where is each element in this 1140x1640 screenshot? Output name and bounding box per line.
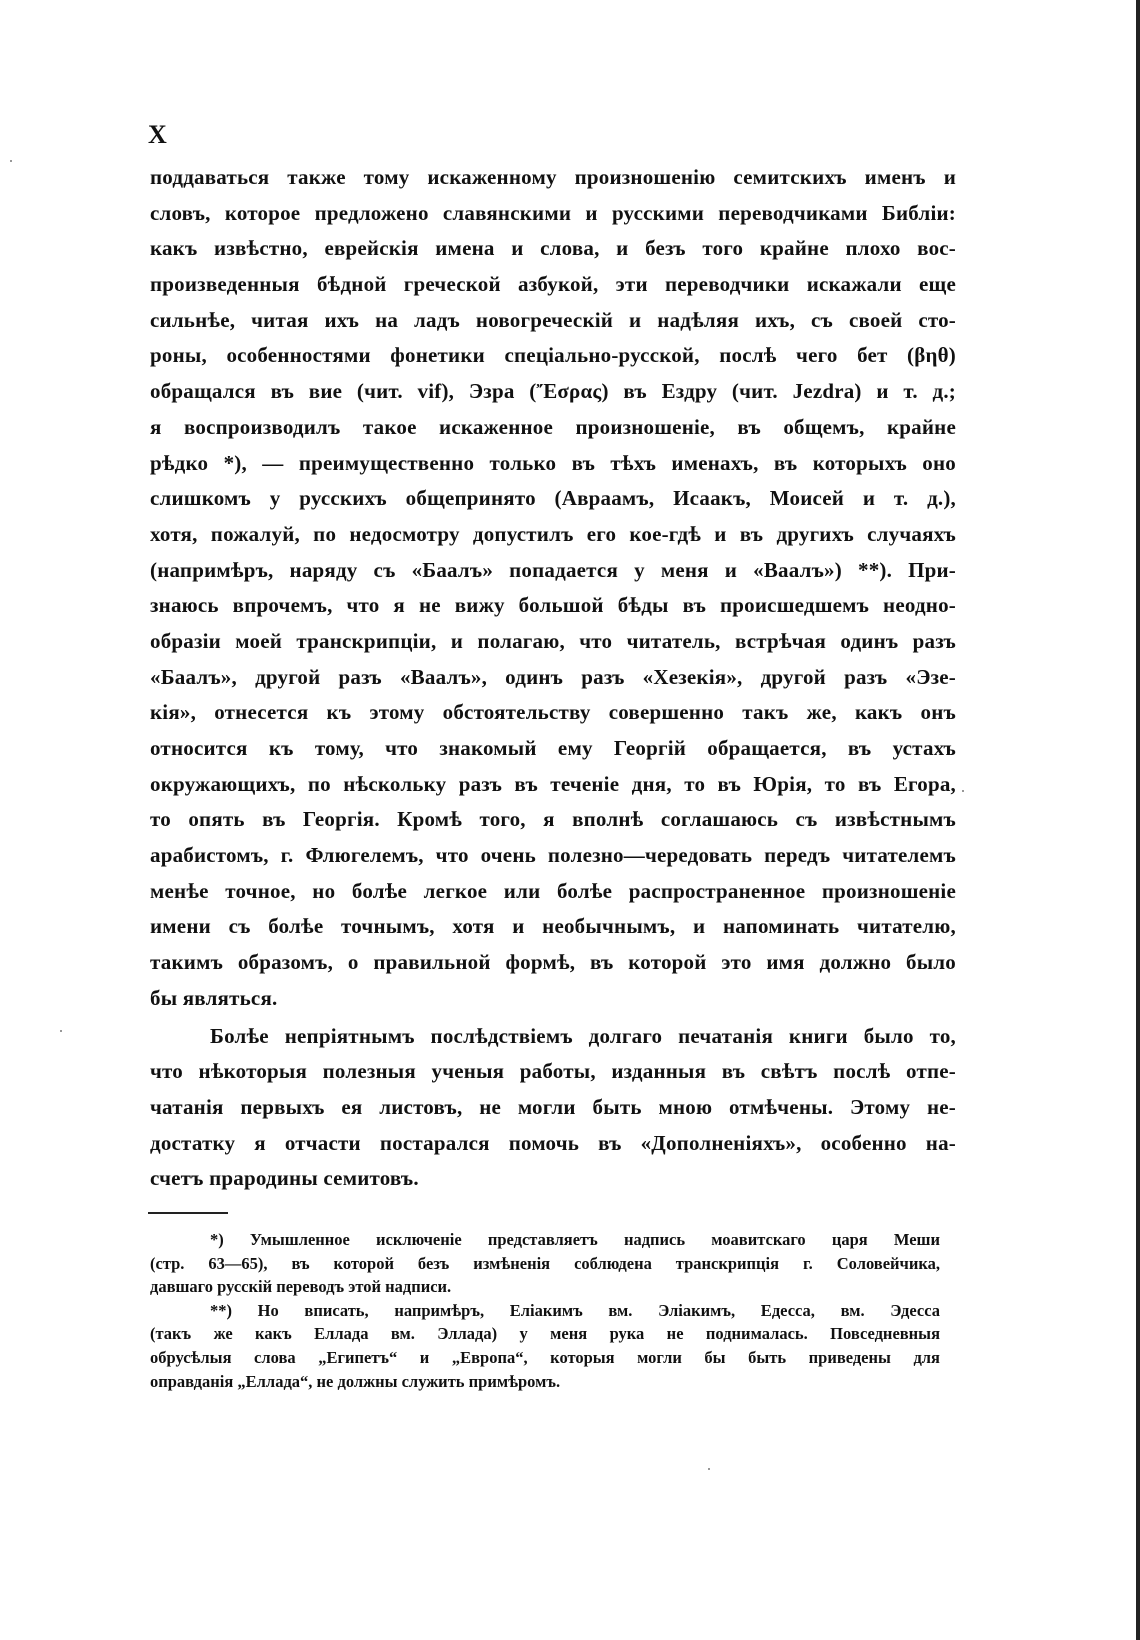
footnotes: [150, 1228, 940, 1393]
paragraph-2: [150, 1019, 956, 1197]
text-line: поддаваться также тому искаженному произношенію семитскихъ именъ и: [150, 165, 956, 189]
text-line: хотя, пожалуй, по недосмотру допустилъ его кое-гдѣ и въ другихъ случаяхъ: [150, 521, 956, 546]
text-line: образіи моей транскрипціи, и полагаю, что читатель, встрѣчая одинъ разъ: [150, 628, 956, 653]
text-line: обращался въ вие (чит. vif), Эзра (Ἔσρας) въ Ездру (чит. Jezdra) и т. д.;: [150, 379, 956, 404]
footnote-line: *) Умышленное исключеніе представляетъ надпись моавитскаго царя Меши: [210, 1230, 940, 1249]
text-line: знаюсь впрочемъ, что я не вижу большой бѣды въ происшедшемъ неодно-: [150, 593, 956, 618]
paragraph-1: [150, 160, 956, 1017]
text-line: сильнѣе, читая ихъ на ладъ новогреческій и надѣляя ихъ, съ своей сто-: [150, 307, 956, 332]
footnote-line: (стр. 63—65), въ которой безъ измѣненія соблюдена транскрипція г. Соловейчика,: [150, 1253, 940, 1273]
scan-speck: [10, 160, 12, 162]
text-line: роны, особенностями фонетики спеціально-русской, послѣ чего бет (βηθ): [150, 343, 956, 368]
footnote-line: (такъ же какъ Еллада вм. Эллада) у меня рука не поднималась. Повседневныя: [150, 1324, 940, 1344]
text-line: имени съ болѣе точнымъ, хотя и необычнымъ, и напоминать читателю,: [150, 914, 956, 939]
text-line: слишкомъ у русскихъ общепринято (Авраамъ, Исаакъ, Моисей и т. д.),: [150, 486, 956, 511]
footnote-line: **) Но вписать, напримѣръ, Еліакимъ вм. Эліакимъ, Едесса, вм. Эдесса: [210, 1300, 940, 1320]
scan-speck: [60, 1030, 62, 1032]
text-line: кія», отнесется къ этому обстоятельству совершенно такъ же, какъ онъ: [150, 700, 956, 725]
text-line: бы являться.: [150, 985, 278, 1010]
text-line: арабистомъ, г. Флюгелемъ, что очень полезно—чередовать передъ читателемъ: [150, 843, 956, 868]
text-line: Болѣе непріятнымъ послѣдствіемъ долгаго печатанія книги было то,: [210, 1023, 956, 1048]
scan-speck: [708, 1468, 710, 1470]
footnote-line: давшаго русскій переводъ этой надписи.: [150, 1277, 452, 1297]
text-line: произведенныя бѣдной греческой азбукой, эти переводчики искажали еще: [150, 272, 956, 297]
text-line: счетъ прародины семитовъ.: [150, 1166, 419, 1191]
text-line: то опять въ Георгія. Кромѣ того, я вполнѣ соглашаюсь съ извѣстнымъ: [150, 807, 956, 832]
text-line: какъ извѣстно, еврейскія имена и слова, и безъ того крайне плохо вос-: [150, 236, 956, 261]
text-line: я воспроизводилъ такое искаженное произношеніе, въ общемъ, крайне: [150, 414, 956, 439]
text-line: словъ, которое предложено славянскими и русскими переводчиками Библіи:: [150, 200, 956, 225]
text-line: менѣе точное, но болѣе легкое или болѣе распространенное произношеніе: [150, 878, 956, 903]
page-number: X: [148, 120, 167, 149]
text-line: рѣдко *), — преимущественно только въ тѣхъ именахъ, въ которыхъ оно: [150, 450, 956, 475]
footnote-divider: [148, 1212, 228, 1214]
text-line: окружающихъ, по нѣскольку разъ въ теченіе дня, то въ Юрія, то въ Егора,: [150, 771, 956, 796]
scan-speck: [962, 790, 964, 792]
footnote-line: обрусѣлыя слова „Египетъ“ и „Европа“, которыя могли бы быть приведены для: [150, 1347, 940, 1367]
main-text: [150, 160, 956, 1197]
text-line: (напримѣръ, наряду съ «Баалъ» попадается у меня и «Ваалъ») **). При-: [150, 557, 956, 582]
text-line: достатку я отчасти постарался помочь въ «Дополненіяхъ», особенно на-: [150, 1130, 956, 1155]
footnote-line: оправданія „Еллада“, не должны служить примѣромъ.: [150, 1371, 561, 1391]
text-line: что нѣкоторыя полезныя ученыя работы, изданныя въ свѣтъ послѣ отпе-: [150, 1059, 956, 1084]
text-line: относится къ тому, что знакомый ему Георгій обращается, въ устахъ: [150, 736, 956, 760]
scan-edge: [1136, 0, 1140, 1640]
text-line: чатанія первыхъ ея листовъ, не могли быть мною отмѣчены. Этому не-: [150, 1094, 956, 1119]
text-line: такимъ образомъ, о правильной формѣ, въ которой это имя должно было: [150, 950, 956, 975]
text-line: «Баалъ», другой разъ «Ваалъ», одинъ разъ «Хезекія», другой разъ «Эзе-: [150, 664, 956, 689]
